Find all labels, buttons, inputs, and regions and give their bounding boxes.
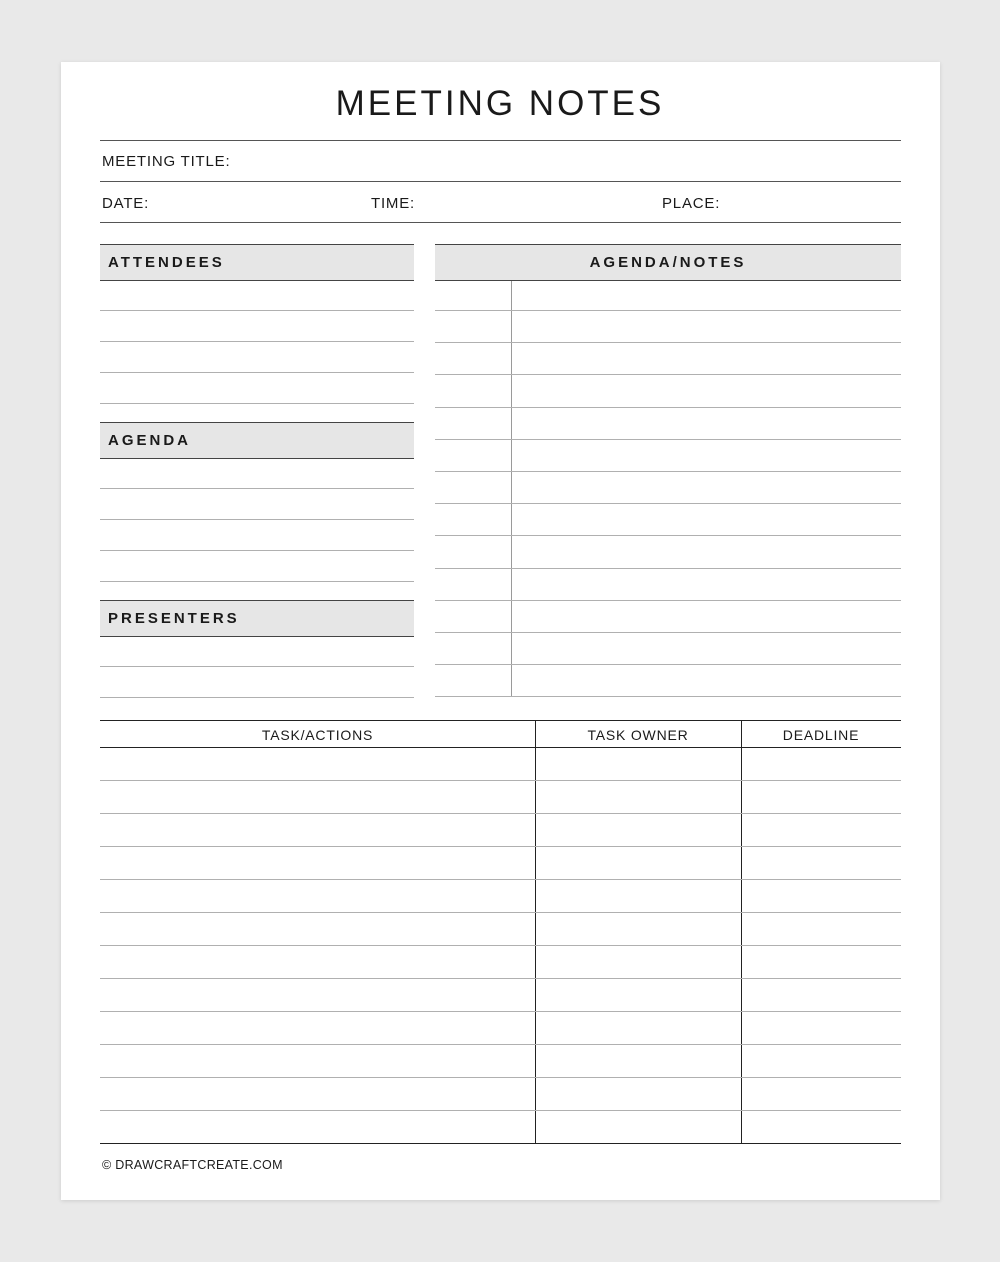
notes-line [435, 664, 901, 665]
notes-line [435, 310, 901, 311]
table-top-border [100, 720, 901, 721]
divider [100, 181, 901, 182]
table-row-line [100, 978, 901, 979]
agenda-header [100, 422, 414, 459]
attendees-header [100, 244, 414, 281]
writing-line [100, 550, 414, 551]
table-row-line [100, 813, 901, 814]
writing-line [100, 310, 414, 311]
task-actions-header: TASK/ACTIONS [261, 727, 374, 743]
agenda-notes-header [435, 244, 901, 281]
date-label: DATE: [102, 195, 150, 212]
writing-line [100, 581, 414, 582]
notes-line [435, 568, 901, 569]
writing-line [100, 697, 414, 698]
writing-line [100, 403, 414, 404]
writing-line [100, 372, 414, 373]
column-divider [741, 720, 742, 1144]
table-row-line [100, 1044, 901, 1045]
agenda-label: AGENDA [108, 432, 192, 449]
attendees-label: ATTENDEES [108, 254, 225, 271]
meeting-title-label: MEETING TITLE: [102, 153, 231, 170]
writing-line [100, 488, 414, 489]
presenters-header [100, 600, 414, 637]
table-row-line [100, 1110, 901, 1111]
table-header-border [100, 747, 901, 748]
table-bottom-border [100, 1143, 901, 1144]
table-row-line [100, 1077, 901, 1078]
column-divider [535, 720, 536, 1144]
table-row-line [100, 846, 901, 847]
presenters-label: PRESENTERS [108, 610, 240, 627]
table-row-line [100, 879, 901, 880]
divider [100, 222, 901, 223]
task-owner-header: TASK OWNER [587, 727, 689, 743]
writing-line [100, 341, 414, 342]
notes-line [435, 342, 901, 343]
notes-line [435, 503, 901, 504]
notes-line [435, 374, 901, 375]
writing-line [100, 519, 414, 520]
notes-line [435, 600, 901, 601]
table-row-line [100, 945, 901, 946]
writing-line [100, 666, 414, 667]
place-label: PLACE: [662, 195, 721, 212]
notes-line [435, 407, 901, 408]
table-row-line [100, 1011, 901, 1012]
notes-line [435, 439, 901, 440]
agenda-notes-label: AGENDA/NOTES [589, 254, 747, 271]
deadline-header: DEADLINE [782, 727, 860, 743]
notes-line [435, 471, 901, 472]
notes-margin-line [511, 281, 512, 696]
notes-line [435, 696, 901, 697]
page-title: MEETING NOTES [335, 84, 665, 123]
time-label: TIME: [371, 195, 415, 212]
table-row-line [100, 912, 901, 913]
divider [100, 140, 901, 141]
table-row-line [100, 780, 901, 781]
copyright-footer: © DRAWCRAFTCREATE.COM [102, 1158, 283, 1172]
notes-line [435, 535, 901, 536]
notes-line [435, 632, 901, 633]
